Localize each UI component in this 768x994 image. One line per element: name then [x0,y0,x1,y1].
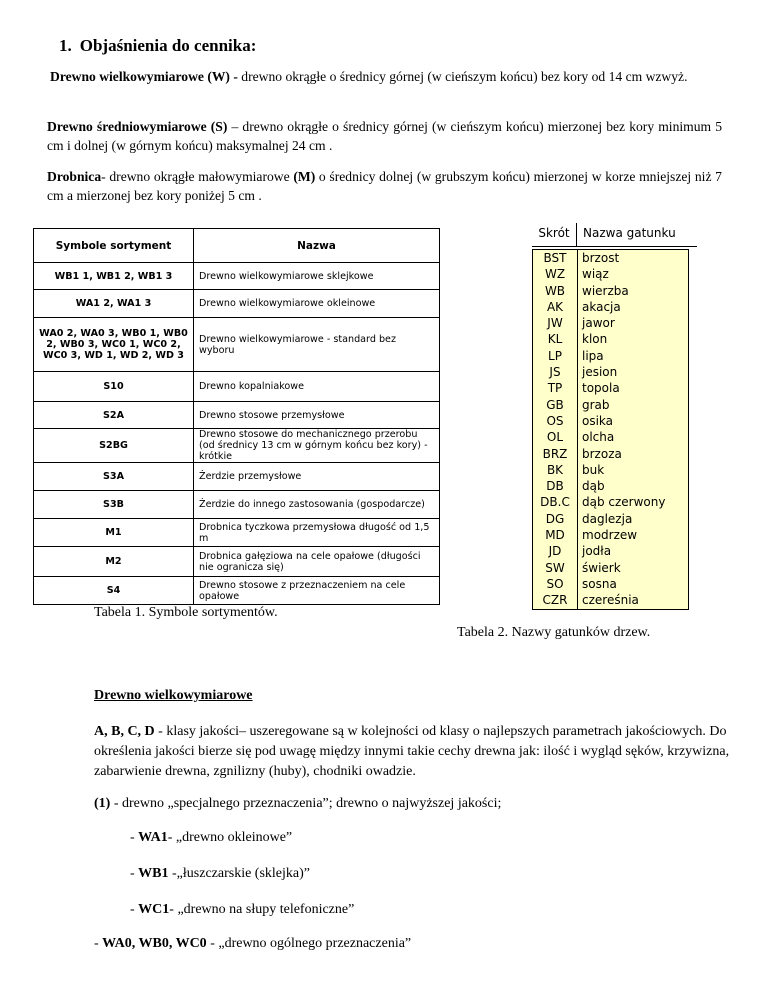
name-cell: Drewno stosowe przemysłowe [194,402,440,429]
species-code: SO [546,576,564,591]
species-code: JW [547,316,563,331]
definition-m-term: Drobnica [47,169,102,184]
item-1-text: - drewno „specjalnego przeznaczenia”; drewno o najwyższej jakości; [110,796,502,811]
section-title [59,36,256,56]
species-code: DB [546,479,564,494]
table-row [533,413,688,429]
item-0-text: - „drewno ogólnego przeznaczenia” [206,936,412,951]
quality-classes-paragraph [94,722,734,782]
table-header-row [532,223,697,247]
species-code: CZR [542,593,568,608]
table-row [34,491,440,519]
species-name: wiąz [577,266,688,282]
species-code: TP [547,381,563,396]
table1-caption: Tabela 1. Symbole sortymentów. [94,605,278,620]
item-1-term: (1) [94,796,111,811]
species-code: LP [548,348,562,363]
name-cell: Drobnica tyczkowa przemysłowa długość od 1,5 m [194,519,440,547]
sub-item-text: -„łuszczarskie (sklejka)” [168,866,310,881]
species-rows [532,249,689,610]
definition-w [47,67,722,86]
table-row [533,462,688,478]
sub-item [130,830,292,846]
quality-classes-text: - klasy jakości– uszeregowane są w kolejności od klasy o najlepszych parametrach jakościowych. Do określenia jakości bierze się pod uwagę między innymi takie cechy drewna jak: ilość i wygląd sęków, krzywizna, zabarwienie drewna, zgnilizny (huby), chodniki owadzie. [94,724,730,779]
symbol-cell: WB1 1, WB1 2, WB1 3 [34,263,194,290]
species-code: OS [546,413,564,428]
table-row [34,547,440,577]
table-row [34,577,440,605]
species-name: świerk [577,560,688,576]
species-name: osika [577,413,688,429]
table-row [533,543,688,559]
definition-w-text: drewno okrągłe o średnicy górnej (w cieńszym końcu) bez kory od 14 cm wzwyż. [237,69,688,84]
species-code: GB [546,397,564,412]
species-name: topola [577,380,688,396]
symbol-cell: M2 [34,547,194,577]
item-0-term: WA0, WB0, WC0 [102,936,207,951]
sub-item-term: WC1 [138,902,170,917]
species-name: klon [577,331,688,347]
item-1 [94,794,734,814]
species-name: jawor [577,315,688,331]
species-name: buk [577,462,688,478]
table-row [533,429,688,445]
symbol-cell: S3A [34,463,194,491]
table-row [533,250,688,266]
species-code: MD [545,528,565,543]
name-cell: Drewno wielkowymiarowe sklejkowe [194,263,440,290]
name-cell: Żerdzie do innego zastosowania (gospodarcze) [194,491,440,519]
table-row [533,527,688,543]
species-code: WB [544,283,566,298]
species-name: jodła [577,543,688,559]
symbol-cell: WA0 2, WA0 3, WB0 1, WB0 2, WB0 3, WC0 1, WC0 2, WC0 3, WD 1, WD 2, WD 3 [34,318,194,372]
table-row [533,266,688,282]
species-name: czereśnia [577,592,688,608]
sub-item-prefix: - [130,902,139,917]
symbol-cell: S2A [34,402,194,429]
quality-classes-term: A, B, C, D [94,724,155,739]
species-code: KL [547,332,563,347]
sub-item [130,866,310,882]
assortment-symbols-table [33,228,440,605]
table-row [34,519,440,547]
name-cell: Drewno stosowe do mechanicznego przerobu (od średnicy 13 cm w górnym końcu bez kory) - krótkie [194,429,440,463]
table-row [533,560,688,576]
table-header-code: Skrót [538,226,570,240]
name-cell: Drewno stosowe z przeznaczeniem na cele opałowe [194,577,440,605]
table-header-species: Nazwa gatunku [576,223,697,246]
species-code: WZ [544,267,566,282]
section-number: 1. [59,36,72,55]
species-names-table [532,223,697,608]
species-name: wierzba [577,283,688,299]
symbol-cell: M1 [34,519,194,547]
sub-item-prefix: - [130,866,139,881]
species-name: dąb [577,478,688,494]
species-code: JS [549,365,561,380]
sub-item-term: WA1 [138,830,168,845]
table-row [34,402,440,429]
symbol-cell: S4 [34,577,194,605]
table-row [533,299,688,315]
table-header-name: Nazwa [194,229,440,263]
table2-caption: Tabela 2. Nazwy gatunków drzew. [457,625,651,640]
table-row [533,315,688,331]
species-name: grab [577,397,688,413]
table-row [533,478,688,494]
table-row [34,463,440,491]
section-title-text: Objaśnienia do cennika: [79,36,257,55]
species-name: sosna [577,576,688,592]
species-name: dąb czerwony [577,494,688,510]
name-cell: Drobnica gałęziowa na cele opałowe (długości nie ogranicza się) [194,547,440,577]
table-header-symbol: Symbole sortyment [34,229,194,263]
species-code: DB.C [540,495,570,510]
name-cell: Żerdzie przemysłowe [194,463,440,491]
species-name: lipa [577,348,688,364]
table-row [533,348,688,364]
table-row [34,372,440,402]
table-row [34,263,440,290]
sub-item-term: WB1 [138,866,169,881]
symbol-cell: WA1 2, WA1 3 [34,290,194,318]
species-name: brzoza [577,446,688,462]
table-row [34,290,440,318]
sub-item-text: - „drewno na słupy telefoniczne” [169,902,355,917]
table-row [533,511,688,527]
table-row [533,364,688,380]
table-row [533,397,688,413]
table-row [34,318,440,372]
name-cell: Drewno wielkowymiarowe okleinowe [194,290,440,318]
species-code: DG [545,511,565,526]
definition-s [47,117,722,155]
species-code: BST [543,251,567,265]
definition-m-text-b: o średnicy dolnej (w grubszym końcu) mierzonej w korze mniejszej niż 7 cm a mierzonej bez kory poniżej 5 cm . [47,169,722,203]
symbol-cell: S3B [34,491,194,519]
table-row [533,331,688,347]
species-code: SW [545,560,565,575]
table-row [533,283,688,299]
definition-m-symbol: (M) [293,169,316,184]
species-code: OL [546,430,564,445]
definition-m-text-a: - drewno okrągłe małowymiarowe [101,169,294,184]
species-name: modrzew [577,527,688,543]
species-code: JD [548,544,562,559]
table-row [533,380,688,396]
table-header-row [34,229,440,263]
name-cell: Drewno wielkowymiarowe - standard bez wyboru [194,318,440,372]
species-name: brzost [577,250,688,266]
definition-m [47,167,722,205]
species-code: AK [546,299,564,314]
section-heading-wielkowymiarowe: Drewno wielkowymiarowe [94,688,253,703]
definition-s-term: Drewno średniowymiarowe (S) [47,119,228,134]
species-name: jesion [577,364,688,380]
item-0-prefix: - [94,936,103,951]
sub-item [130,902,354,918]
species-code: BK [546,462,564,477]
item-0 [94,936,411,952]
name-cell: Drewno kopalniakowe [194,372,440,402]
species-name: daglezja [577,511,688,527]
definition-w-term: Drewno wielkowymiarowe (W) - [50,69,238,84]
table-row [533,446,688,462]
species-code: BRZ [542,446,568,461]
species-name: akacja [577,299,688,315]
sub-item-text: - „drewno okleinowe” [167,830,293,845]
sub-item-prefix: - [130,830,139,845]
table-row [533,494,688,510]
table-row [533,576,688,592]
table-row [34,429,440,463]
table-row [533,592,688,608]
species-name: olcha [577,429,688,445]
definition-s-text: – drewno okrągłe o średnicy górnej (w cieńszym końcu) mierzonej bez kory minimum 5 cm i dolnej (w górnym końcu) maksymalnej 24 cm . [47,119,722,153]
symbol-cell: S2BG [34,429,194,463]
symbol-cell: S10 [34,372,194,402]
